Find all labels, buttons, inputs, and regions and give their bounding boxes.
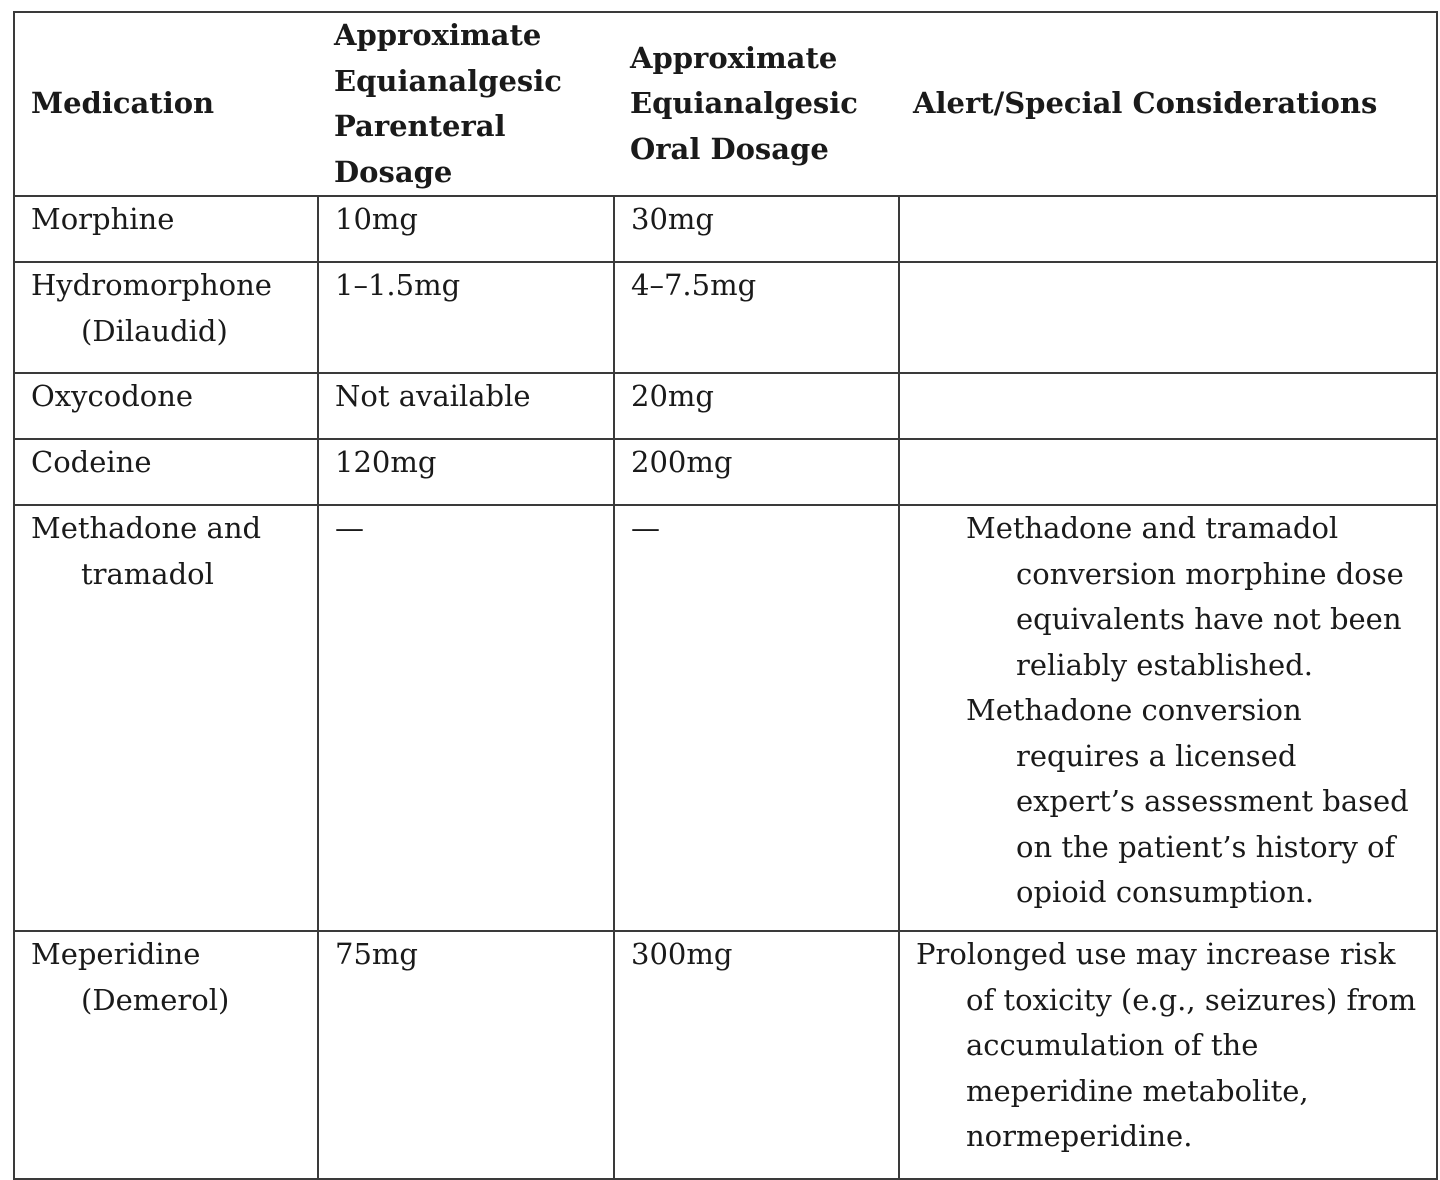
medication-name: Meperidine (Demerol) — [31, 937, 230, 1017]
parenteral-dosage: 1–1.5mg — [318, 262, 614, 373]
table-header-row — [14, 12, 1437, 196]
table-row — [14, 373, 1437, 439]
parenteral-dosage: 10mg — [318, 196, 614, 262]
oral-dosage: 300mg — [614, 931, 899, 1179]
alert-considerations — [899, 505, 1437, 931]
oral-dosage: 30mg — [614, 196, 899, 262]
oral-dosage: 4–7.5mg — [614, 262, 899, 373]
medication-name: Codeine — [31, 445, 152, 479]
parenteral-dosage: Not available — [318, 373, 614, 439]
oral-dosage: — — [614, 505, 899, 931]
medication-name: Methadone and tramadol — [31, 511, 262, 591]
medication-name: Hydromorphone (Dilaudid) — [31, 268, 272, 348]
consideration-note: Methadone and tramadol conversion morphine dose equivalents have not been reliably established. — [966, 511, 1404, 682]
alert-considerations — [899, 439, 1437, 505]
table-row — [14, 931, 1437, 1179]
table-row — [14, 505, 1437, 931]
consideration-note: Methadone conversion requires a licensed expert’s assessment based on the patient’s history of opioid consumption. — [966, 693, 1409, 909]
medication-name: Morphine — [31, 202, 175, 236]
consideration-note: Prolonged use may increase risk of toxicity (e.g., seizures) from accumulation of the meperidine metabolite, normeperidine. — [916, 937, 1417, 1153]
parenteral-dosage: 120mg — [318, 439, 614, 505]
oral-dosage: 200mg — [614, 439, 899, 505]
parenteral-dosage: — — [318, 505, 614, 931]
table-row — [14, 196, 1437, 262]
oral-dosage: 20mg — [614, 373, 899, 439]
equianalgesic-table — [13, 11, 1438, 1180]
header-medication: Medication — [14, 12, 318, 196]
parenteral-dosage: 75mg — [318, 931, 614, 1179]
table-row — [14, 262, 1437, 373]
alert-considerations — [899, 196, 1437, 262]
medication-name: Oxycodone — [31, 379, 194, 413]
alert-considerations — [899, 373, 1437, 439]
table-row — [14, 439, 1437, 505]
header-oral-dosage: Approximate Equianalgesic Oral Dosage — [614, 12, 899, 196]
header-parenteral-dosage: Approximate Equianalgesic Parenteral Dosage — [318, 12, 614, 196]
header-alert-considerations: Alert/Special Considerations — [899, 12, 1437, 196]
alert-considerations — [899, 931, 1437, 1179]
alert-considerations — [899, 262, 1437, 373]
